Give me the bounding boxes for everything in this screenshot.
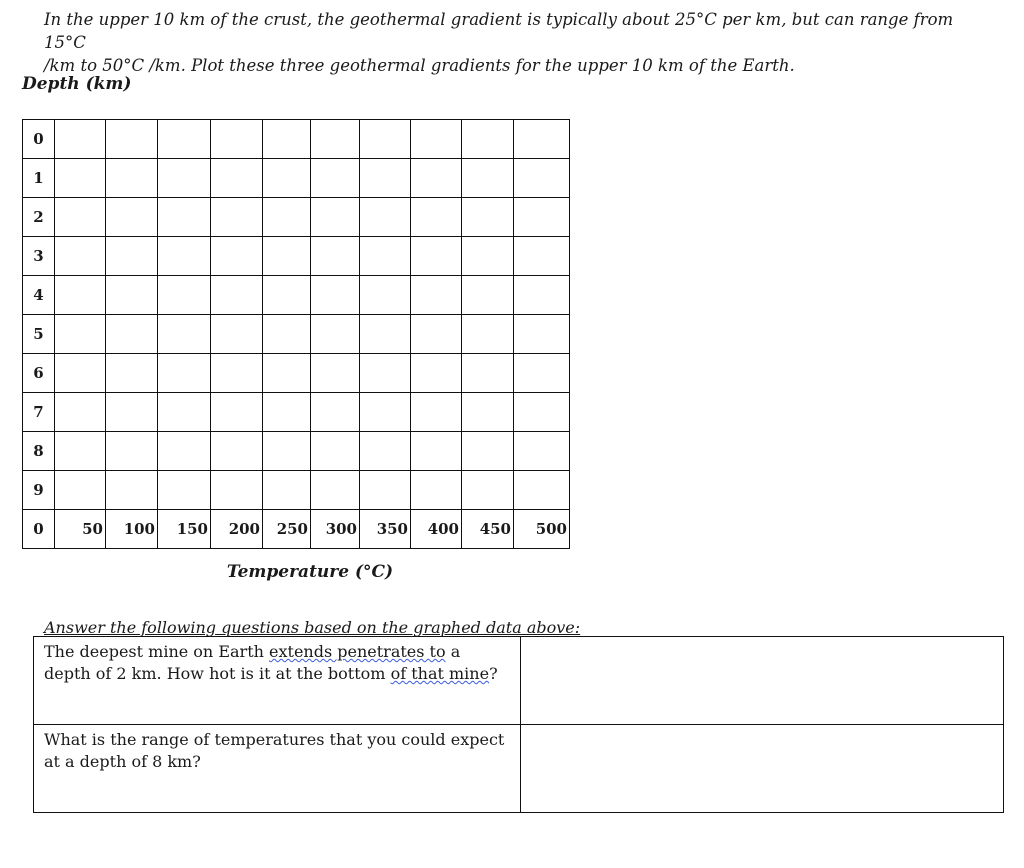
grid-cell[interactable]	[462, 159, 514, 198]
y-tick-label: 5	[23, 315, 55, 354]
question-1-text-a: The deepest mine on Earth	[44, 642, 270, 661]
grid-cell[interactable]	[263, 198, 311, 237]
grid-cell[interactable]	[462, 315, 514, 354]
grid-cell[interactable]	[462, 120, 514, 159]
grid-cell[interactable]	[55, 276, 106, 315]
grid-cell[interactable]	[360, 315, 411, 354]
grid-cell[interactable]	[158, 354, 211, 393]
grid-cell[interactable]	[55, 237, 106, 276]
grid-cell[interactable]	[211, 237, 263, 276]
grid-cell[interactable]	[360, 120, 411, 159]
grid-cell[interactable]	[106, 315, 158, 354]
grid-cell[interactable]	[263, 276, 311, 315]
grid-cell[interactable]	[514, 198, 570, 237]
grid-cell[interactable]	[411, 159, 462, 198]
x-tick-label: 450	[462, 510, 514, 549]
grid-row	[23, 315, 570, 354]
x-tick-label: 0	[23, 510, 55, 549]
grid-cell[interactable]	[514, 159, 570, 198]
grid-cell[interactable]	[360, 198, 411, 237]
questions-heading: Answer the following questions based on the graphed data above:	[44, 618, 581, 637]
grid-cell[interactable]	[514, 354, 570, 393]
answer-2-cell[interactable]	[521, 725, 1004, 813]
grid-cell[interactable]	[211, 315, 263, 354]
grid-cell[interactable]	[411, 432, 462, 471]
graph-grid	[22, 119, 570, 549]
grid-cell[interactable]	[311, 120, 360, 159]
x-axis-label: Temperature (°C)	[226, 562, 394, 582]
grid-cell[interactable]	[106, 237, 158, 276]
x-tick-label: 200	[211, 510, 263, 549]
grid-cell[interactable]	[263, 315, 311, 354]
grid-cell[interactable]	[311, 393, 360, 432]
grid-cell[interactable]	[211, 120, 263, 159]
question-1-flagged-phrase-2: of that mine	[390, 664, 490, 683]
grid-cell[interactable]	[55, 432, 106, 471]
y-tick-label: 0	[23, 120, 55, 159]
grid-cell[interactable]	[514, 120, 570, 159]
grid-cell[interactable]	[211, 354, 263, 393]
instructions-line-2: /km to 50°C /km. Plot these three geothermal gradients for the upper 10 km of the Earth.	[44, 56, 795, 75]
x-tick-label: 350	[360, 510, 411, 549]
y-tick-label: 3	[23, 237, 55, 276]
x-tick-label: 400	[411, 510, 462, 549]
grid-cell[interactable]	[360, 159, 411, 198]
y-tick-label: 2	[23, 198, 55, 237]
x-tick-label: 100	[106, 510, 158, 549]
grid-cell[interactable]	[311, 276, 360, 315]
grid-cell[interactable]	[311, 432, 360, 471]
grid-cell[interactable]	[411, 120, 462, 159]
grid-cell[interactable]	[55, 354, 106, 393]
grid-cell[interactable]	[514, 315, 570, 354]
grid-cell[interactable]	[411, 471, 462, 510]
grid-cell[interactable]	[106, 471, 158, 510]
grid-row	[23, 393, 570, 432]
x-tick-label: 250	[263, 510, 311, 549]
grid-cell[interactable]	[514, 471, 570, 510]
grid-row	[23, 159, 570, 198]
grid-cell[interactable]	[411, 237, 462, 276]
y-tick-label: 8	[23, 432, 55, 471]
question-1-text-c: ?	[489, 664, 498, 683]
grid-cell[interactable]	[158, 120, 211, 159]
grid-cell[interactable]	[411, 276, 462, 315]
y-tick-label: 1	[23, 159, 55, 198]
grid-cell[interactable]	[106, 432, 158, 471]
grid-cell[interactable]	[55, 393, 106, 432]
grid-cell[interactable]	[106, 120, 158, 159]
grid-cell[interactable]	[158, 276, 211, 315]
grid-cell[interactable]	[462, 354, 514, 393]
y-tick-label: 4	[23, 276, 55, 315]
grid-cell[interactable]	[158, 432, 211, 471]
x-tick-label: 300	[311, 510, 360, 549]
y-axis-label: Depth (km)	[22, 74, 132, 94]
grid-cell[interactable]	[311, 198, 360, 237]
instructions	[44, 8, 964, 77]
grid-cell[interactable]	[462, 237, 514, 276]
y-tick-label: 9	[23, 471, 55, 510]
answer-1-cell[interactable]	[521, 637, 1004, 725]
grid-cell[interactable]	[158, 315, 211, 354]
questions-table	[33, 636, 1004, 813]
x-tick-label: 50	[55, 510, 106, 549]
question-1-text-b: a depth of 2 km. How hot is it at the bottom	[44, 642, 461, 683]
grid-row	[23, 120, 570, 159]
grid-cell[interactable]	[106, 159, 158, 198]
x-tick-row	[23, 510, 570, 549]
grid-cell[interactable]	[263, 393, 311, 432]
grid-cell[interactable]	[360, 432, 411, 471]
grid-cell[interactable]	[311, 471, 360, 510]
grid-cell[interactable]	[55, 198, 106, 237]
grid-cell[interactable]	[311, 354, 360, 393]
grid-cell[interactable]	[211, 159, 263, 198]
grid-cell[interactable]	[263, 432, 311, 471]
grid-cell[interactable]	[360, 276, 411, 315]
grid-cell[interactable]	[311, 159, 360, 198]
grid-cell[interactable]	[263, 120, 311, 159]
grid-cell[interactable]	[462, 393, 514, 432]
grid-row	[23, 354, 570, 393]
grid-cell[interactable]	[514, 393, 570, 432]
grid-cell[interactable]	[211, 471, 263, 510]
grid-cell[interactable]	[514, 237, 570, 276]
grid-cell[interactable]	[360, 393, 411, 432]
x-tick-label: 150	[158, 510, 211, 549]
question-1-flagged-phrase: extends penetrates to	[269, 642, 446, 661]
grid-cell[interactable]	[55, 159, 106, 198]
grid-cell[interactable]	[158, 471, 211, 510]
grid-cell[interactable]	[211, 432, 263, 471]
grid-row	[23, 198, 570, 237]
grid-cell[interactable]	[211, 393, 263, 432]
grid-cell[interactable]	[360, 237, 411, 276]
grid-cell[interactable]	[462, 471, 514, 510]
question-1	[34, 637, 521, 725]
grid-row	[23, 471, 570, 510]
grid-cell[interactable]	[514, 276, 570, 315]
grid-cell[interactable]	[211, 276, 263, 315]
question-2: What is the range of temperatures that you could expect at a depth of 8 km?	[34, 725, 521, 813]
grid-cell[interactable]	[311, 315, 360, 354]
grid-row	[23, 276, 570, 315]
grid-cell[interactable]	[106, 198, 158, 237]
grid-cell[interactable]	[158, 393, 211, 432]
grid-cell[interactable]	[55, 315, 106, 354]
grid-cell[interactable]	[514, 432, 570, 471]
grid-row	[23, 432, 570, 471]
grid-cell[interactable]	[411, 354, 462, 393]
grid-cell[interactable]	[263, 237, 311, 276]
grid-cell[interactable]	[462, 276, 514, 315]
y-tick-label: 6	[23, 354, 55, 393]
grid-cell[interactable]	[360, 471, 411, 510]
grid-cell[interactable]	[211, 198, 263, 237]
instructions-line-1: In the upper 10 km of the crust, the geothermal gradient is typically about 25°C per km, but can range from 15°C	[44, 10, 954, 52]
grid-cell[interactable]	[55, 120, 106, 159]
y-tick-label: 7	[23, 393, 55, 432]
x-tick-label: 500	[514, 510, 570, 549]
grid-cell[interactable]	[311, 237, 360, 276]
grid-cell[interactable]	[462, 198, 514, 237]
grid-cell[interactable]	[411, 315, 462, 354]
grid-cell[interactable]	[411, 198, 462, 237]
grid-cell[interactable]	[158, 159, 211, 198]
grid-cell[interactable]	[55, 471, 106, 510]
grid-cell[interactable]	[360, 354, 411, 393]
grid-cell[interactable]	[411, 393, 462, 432]
grid-cell[interactable]	[263, 159, 311, 198]
grid-cell[interactable]	[462, 432, 514, 471]
grid-cell[interactable]	[106, 354, 158, 393]
grid-cell[interactable]	[158, 198, 211, 237]
grid-row	[23, 237, 570, 276]
grid-cell[interactable]	[263, 471, 311, 510]
grid-cell[interactable]	[158, 237, 211, 276]
grid-cell[interactable]	[106, 276, 158, 315]
grid-cell[interactable]	[263, 354, 311, 393]
grid-cell[interactable]	[106, 393, 158, 432]
